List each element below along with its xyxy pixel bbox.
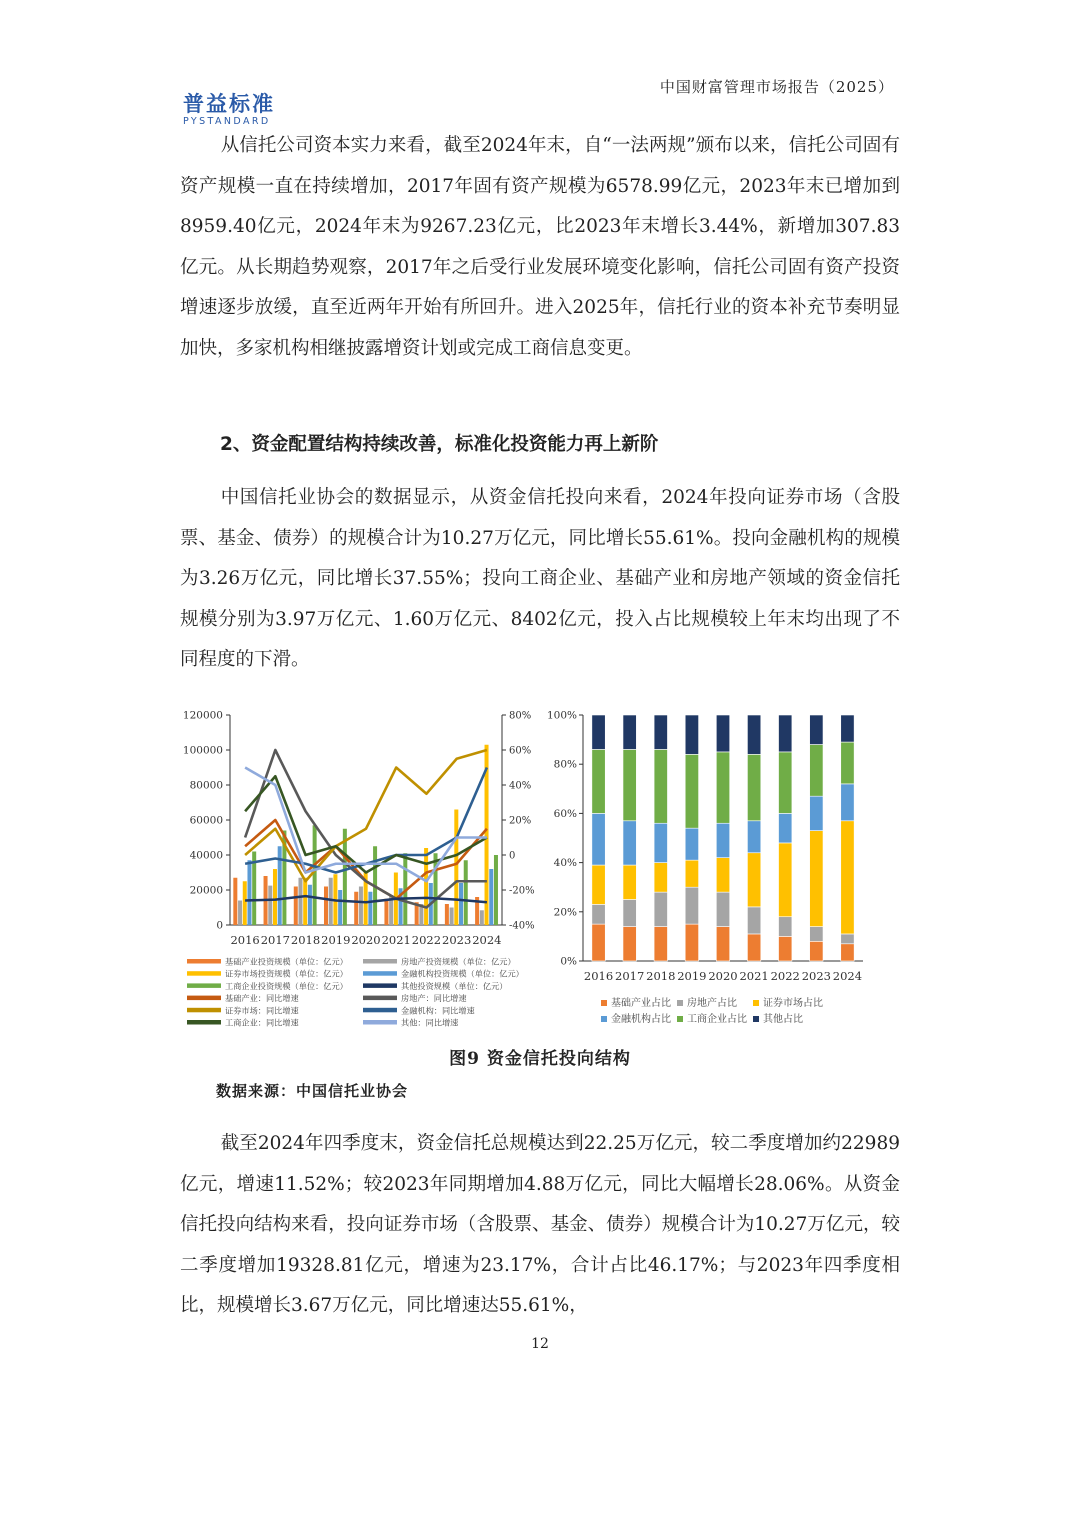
right-bars <box>592 715 854 961</box>
x-tick-label: 2023 <box>801 969 831 983</box>
stack-seg-5-6 <box>779 715 792 752</box>
report-title: 中国财富管理市场报告（2025） <box>659 78 894 96</box>
legend-label: 基础产业占比 <box>611 998 671 1009</box>
bar-2-2 <box>303 878 307 925</box>
stack-seg-4-2 <box>654 749 667 823</box>
bar-3-0 <box>247 860 251 925</box>
bar-0-2 <box>294 887 298 926</box>
x-tick-label: 2024 <box>472 933 502 947</box>
legend-swatch <box>187 983 221 988</box>
y-tick-label: 60% <box>553 807 577 820</box>
y-tick-label: 20% <box>553 906 577 919</box>
paragraph-q4-scale: 截至2024年四季度末，资金信托总规模达到22.25万亿元，较二季度增加约22989亿元，增速11.52%；较2023年同期增加4.88万亿元，同比大幅增长28.06%。从资金信托投向结构来看，投向证券市场（含股票、基金、债券）规模合计为10.27万亿元，较二季度增加19328.81亿元，增速为23.17%，合计占比46.17%；与2023年四季度相比，规模增长3.67万亿元，同比增速达55.61%， <box>180 1133 900 1317</box>
figure-source: 数据来源：中国信托业协会 <box>216 1082 409 1100</box>
left-legend <box>187 957 524 1028</box>
y-tick-label: 40% <box>553 857 577 870</box>
x-tick-label: 2022 <box>770 969 800 983</box>
stack-seg-3-6 <box>779 813 792 843</box>
bar-2-6 <box>424 848 428 925</box>
stack-seg-1-8 <box>841 934 854 944</box>
bar-4-8 <box>494 855 498 925</box>
bar-0-7 <box>445 904 449 925</box>
legend-swatch <box>363 983 397 988</box>
bar-3-2 <box>308 885 312 925</box>
stack-seg-2-3 <box>685 860 698 887</box>
stack-seg-4-6 <box>779 752 792 814</box>
figure-caption: 图9 资金信托投向结构 <box>449 1049 631 1069</box>
legend-label: 证券市场投资规模（单位：亿元） <box>225 968 348 979</box>
legend-label: 金融机构：同比增速 <box>401 1005 475 1016</box>
legend-swatch <box>677 1016 683 1022</box>
legend-swatch <box>187 1020 221 1025</box>
x-tick-label: 2016 <box>230 933 260 947</box>
bar-1-8 <box>480 910 484 925</box>
stack-seg-4-0 <box>592 749 605 813</box>
bar-0-3 <box>324 887 328 926</box>
right-tick-label: 60% <box>509 745 532 757</box>
legend-swatch <box>187 996 221 1001</box>
stack-seg-4-8 <box>841 742 854 784</box>
stack-seg-5-1 <box>623 715 636 749</box>
x-tick-label: 2016 <box>583 969 614 983</box>
legend-swatch <box>677 1000 683 1006</box>
right-tick-label: 80% <box>509 710 532 722</box>
stack-seg-5-7 <box>810 715 823 745</box>
bar-4-7 <box>464 860 468 925</box>
bar-3-4 <box>368 892 372 925</box>
stack-seg-3-1 <box>623 821 636 865</box>
legend-swatch <box>363 1008 397 1013</box>
x-tick-label: 2017 <box>615 969 645 983</box>
stack-seg-1-1 <box>623 900 636 927</box>
stack-seg-3-4 <box>716 823 729 857</box>
x-tick-label: 2021 <box>739 969 769 983</box>
legend-swatch <box>601 1016 607 1022</box>
page-number: 12 <box>531 1336 549 1352</box>
left-tick-label: 0 <box>216 919 223 932</box>
legend-label: 证券市场：同比增速 <box>225 1005 299 1016</box>
bar-0-5 <box>384 899 388 925</box>
stack-seg-1-3 <box>685 887 698 924</box>
x-tick-label: 2018 <box>290 933 321 947</box>
bar-3-8 <box>489 869 493 925</box>
bar-2-7 <box>454 810 458 926</box>
stack-seg-3-3 <box>685 828 698 860</box>
stack-seg-4-3 <box>685 754 698 828</box>
stack-seg-5-0 <box>592 715 605 749</box>
stack-seg-0-3 <box>685 924 698 961</box>
legend-swatch <box>187 1008 221 1013</box>
stack-seg-2-1 <box>623 865 636 899</box>
stack-seg-4-4 <box>716 752 729 823</box>
stacked-chart-investment-share <box>545 700 875 1035</box>
legend-label: 工商企业占比 <box>687 1014 747 1025</box>
x-tick-label: 2024 <box>832 969 863 983</box>
logo-text-cn: 普益标准 <box>183 92 275 116</box>
stack-seg-5-5 <box>747 715 760 754</box>
legend-swatch <box>363 959 397 964</box>
y-tick-label: 100% <box>546 709 577 722</box>
legend-swatch <box>363 1020 397 1025</box>
stack-seg-2-8 <box>841 821 854 934</box>
legend-label: 金融机构占比 <box>611 1014 671 1025</box>
stack-seg-3-7 <box>810 796 823 830</box>
stack-seg-1-2 <box>654 892 667 926</box>
bar-0-0 <box>233 878 237 925</box>
legend-label: 基础产业：同比增速 <box>225 993 299 1004</box>
legend-swatch <box>363 996 397 1001</box>
section-heading: 2、资金配置结构持续改善，标准化投资能力再上新阶 <box>220 434 659 455</box>
stack-seg-0-7 <box>810 941 823 961</box>
stack-seg-2-7 <box>810 831 823 927</box>
stack-seg-1-4 <box>716 892 729 926</box>
stack-seg-0-1 <box>623 927 636 961</box>
left-tick-label: 60000 <box>189 814 223 827</box>
paragraph-fund-allocation: 中国信托业协会的数据显示，从资金信托投向来看，2024年投向证券市场（含股票、基金、债券）的规模合计为10.27万亿元，同比增长55.61%。投向金融机构的规模为3.26万亿元，同比增长37.55%；投向工商企业、基础产业和房地产领域的资金信托规模分别为3.97万亿元、1.60万亿元、8402亿元，投入占比规模较上年末均出现了不同程度的下滑。 <box>180 487 900 671</box>
stack-seg-2-2 <box>654 863 667 893</box>
stack-seg-2-6 <box>779 843 792 917</box>
left-tick-label: 40000 <box>189 849 223 862</box>
bar-1-3 <box>329 878 333 925</box>
legend-label: 其他：同比增速 <box>401 1017 459 1028</box>
left-tick-label: 120000 <box>182 709 223 722</box>
left-tick-label: 20000 <box>189 884 223 897</box>
bar-1-1 <box>268 886 272 925</box>
bar-3-3 <box>338 890 342 925</box>
legend-swatch <box>753 1016 759 1022</box>
x-tick-label: 2020 <box>351 933 381 947</box>
stack-seg-1-6 <box>779 917 792 937</box>
stack-seg-0-0 <box>592 924 605 961</box>
legend-label: 房地产：同比增速 <box>401 993 467 1004</box>
bar-1-2 <box>298 878 302 925</box>
right-tick-label: 0 <box>509 850 516 862</box>
bar-2-1 <box>273 869 277 925</box>
bar-0-4 <box>354 892 358 925</box>
stack-seg-3-8 <box>841 784 854 821</box>
y-tick-label: 80% <box>553 758 577 771</box>
stack-seg-4-5 <box>747 754 760 820</box>
bar-3-7 <box>459 883 463 925</box>
legend-label: 其他投资规模（单位：亿元） <box>401 980 508 991</box>
logo-text-en: PYSTANDARD <box>183 116 271 127</box>
stack-seg-0-8 <box>841 944 854 961</box>
legend-swatch <box>363 971 397 976</box>
legend-swatch <box>187 959 221 964</box>
x-tick-label: 2022 <box>411 933 442 947</box>
stack-seg-4-7 <box>810 745 823 797</box>
stack-seg-0-4 <box>716 927 729 961</box>
stack-seg-0-5 <box>747 934 760 961</box>
legend-label: 证券市场占比 <box>763 998 823 1009</box>
legend-label: 工商企业投资规模（单位：亿元） <box>225 980 348 991</box>
left-tick-label: 100000 <box>182 744 223 757</box>
x-tick-label: 2018 <box>646 969 676 983</box>
x-tick-label: 2017 <box>260 933 290 947</box>
legend-label: 房地产投资规模（单位：亿元） <box>401 956 516 967</box>
x-tick-label: 2019 <box>677 969 707 983</box>
stack-seg-2-0 <box>592 865 605 904</box>
stack-seg-4-1 <box>623 749 636 820</box>
legend-label: 金融机构投资规模（单位：亿元） <box>401 968 524 979</box>
bar-1-0 <box>238 901 242 926</box>
stack-seg-3-5 <box>747 821 760 853</box>
right-legend <box>601 996 823 1025</box>
bar-2-0 <box>243 881 247 925</box>
company-logo <box>183 88 275 127</box>
right-tick-label: -40% <box>509 920 535 932</box>
stack-seg-3-2 <box>654 823 667 862</box>
stack-seg-0-6 <box>779 936 792 961</box>
right-tick-label: 20% <box>509 815 532 827</box>
legend-label: 房地产占比 <box>687 998 737 1009</box>
left-tick-label: 80000 <box>189 779 223 792</box>
legend-label: 基础产业投资规模（单位：亿元） <box>225 956 348 967</box>
stack-seg-1-7 <box>810 927 823 942</box>
x-tick-label: 2019 <box>321 933 351 947</box>
legend-swatch <box>753 1000 759 1006</box>
legend-label: 其他占比 <box>763 1014 803 1025</box>
x-tick-label: 2021 <box>381 933 411 947</box>
combo-chart-investment-scale <box>175 700 545 1035</box>
legend-swatch <box>601 1000 607 1006</box>
stack-seg-5-3 <box>685 715 698 754</box>
y-tick-label: 0% <box>560 955 577 968</box>
bar-1-4 <box>359 887 363 926</box>
bar-4-2 <box>313 825 317 925</box>
stack-seg-1-0 <box>592 904 605 924</box>
bar-1-7 <box>450 908 454 926</box>
x-tick-label: 2023 <box>442 933 472 947</box>
stack-seg-2-5 <box>747 853 760 907</box>
stack-seg-1-5 <box>747 907 760 934</box>
x-tick-label: 2020 <box>708 969 738 983</box>
right-tick-label: 40% <box>509 780 532 792</box>
legend-label: 工商企业：同比增速 <box>225 1017 299 1028</box>
paragraph-capital-strength: 从信托公司资本实力来看，截至2024年末，自“一法两规”颁布以来，信托公司固有资产规模一直在持续增加，2017年固有资产规模为6578.99亿元，2023年末已增加到8959.40亿元，2024年末为9267.23亿元，比2023年末增长3.44%，新增加307.83亿元。从长期趋势观察，2017年之后受行业发展环境变化影响，信托公司固有资产投资增速逐步放缓，直至近两年开始有所回升。进入2025年，信托行业的资本补充节奏明显加快，多家机构相继披露增资计划或完成工商信息变更。 <box>180 135 900 359</box>
right-tick-label: -20% <box>509 885 535 897</box>
stack-seg-5-2 <box>654 715 667 749</box>
stack-seg-2-4 <box>716 858 729 892</box>
stack-seg-5-4 <box>716 715 729 752</box>
legend-swatch <box>187 971 221 976</box>
stack-seg-3-0 <box>592 813 605 865</box>
stack-seg-0-2 <box>654 927 667 961</box>
stack-seg-5-8 <box>841 715 854 742</box>
